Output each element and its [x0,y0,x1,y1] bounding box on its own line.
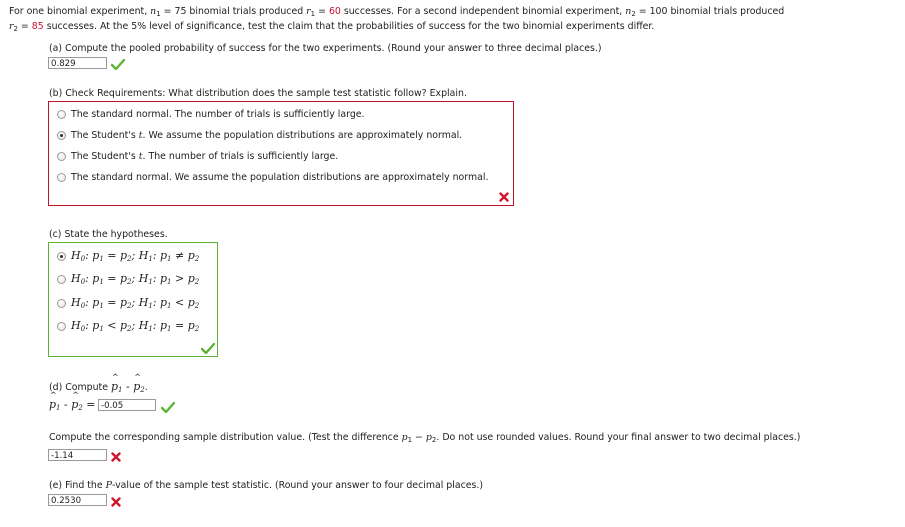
relation: = [107,272,117,285]
relation: > [175,272,185,285]
p-letter: p [187,296,195,309]
incorrect-x-icon [499,192,509,202]
h-letter: H [71,319,81,332]
sub: 2 [78,404,83,412]
p-letter: p [187,249,195,262]
n1-subscript: 1 [156,10,161,18]
p-letter: p [187,272,195,285]
part-d-followup-answer-field[interactable]: -1.14 [48,449,107,461]
followup-text: Compute the corresponding sample distribution value. (Test the difference [49,432,402,443]
r2-value: 85 [31,21,44,32]
sub: 2 [194,302,200,310]
correct-check-icon [111,59,125,70]
p-letter: p [120,296,128,309]
sub: 1 [99,325,104,333]
part-b-radio-2[interactable] [57,131,66,140]
sub: 2 [140,386,145,394]
sub: 2 [127,255,132,263]
part-b-question: (b) Check Requirements: What distribution does the sample test statistic follow? Explain. [49,88,467,99]
part-c-radio-3[interactable] [57,299,66,308]
sub: 0 [80,278,86,286]
relation: = [175,319,185,332]
option-text: The standard normal. The number of trials is sufficiently large. [71,109,365,120]
p-letter: p [425,432,432,443]
sub: 0 [80,325,86,333]
correct-check-icon [161,402,175,413]
part-b-radio-4[interactable] [57,173,66,182]
intro-text: For one binomial experiment, [9,6,148,17]
semicolon: ; [131,296,139,309]
sub: 1 [99,255,104,263]
part-a-question: (a) Compute the pooled probability of success for the two experiments. (Round your answer to three decimal places.) [49,43,602,54]
sub: 2 [127,325,132,333]
followup-text: . Do not use rounded values. Round your final answer to two decimal places.) [436,432,801,443]
p-hat-letter: p ^ [110,373,119,393]
colon: : [152,249,160,262]
p-letter: p [120,272,128,285]
n1-symbol: n [150,6,157,17]
p-hat-letter: p ^ [71,391,79,411]
equals: = [82,398,96,411]
h-letter: H [138,319,149,332]
sub: 1 [167,302,172,310]
sub: 2 [127,278,132,286]
p-letter: p [92,296,100,309]
n2-symbol: n [625,6,632,17]
relation: = [107,296,117,309]
sub: 2 [194,325,200,333]
part-c-radio-4[interactable] [57,322,66,331]
part-d-prefix: (d) Compute [49,382,111,393]
r2-equals: = [17,21,32,32]
sub: 1 [148,255,153,263]
option-text: The Student's [71,151,139,162]
part-b-radio-3[interactable] [57,152,66,161]
sub: 0 [80,302,86,310]
sub: 2 [194,255,200,263]
p-letter: p [159,272,168,285]
colon: : [152,296,160,309]
part-c-radio-1[interactable] [57,252,66,261]
r1-subscript: 1 [310,10,316,18]
semicolon: ; [131,272,139,285]
incorrect-x-icon [111,497,121,507]
part-b-radio-1[interactable] [57,110,66,119]
part-c-radio-2[interactable] [57,275,66,284]
part-d-followup-question: Compute the corresponding sample distribution value. (Test the difference $p_1 - p_2$. Do not use rounded values. Round your final answer to two decimal places.) [49,432,801,444]
hat-accent: ^ [72,391,79,400]
part-c-question: (c) State the hypotheses. [49,229,168,240]
hat-accent: ^ [50,391,57,400]
sub: 1 [407,436,413,444]
p-letter: p [401,432,408,443]
relation: ≠ [175,249,185,262]
t-symbol: t [138,130,143,141]
incorrect-x-icon [111,452,121,462]
colon: : [152,272,160,285]
p-letter: p [159,319,168,332]
p-letter: P [105,480,112,491]
intro-text-2: successes. For a second independent binomial experiment, [340,6,623,17]
n1-value: = 75 binomial trials produced [160,6,304,17]
h-letter: H [71,249,81,262]
p-letter: p [92,272,100,285]
intro-line-1 [9,6,784,18]
p-letter: p [92,249,100,262]
colon: : [85,249,93,262]
h-letter: H [138,272,149,285]
p-letter: p [92,319,100,332]
semicolon: ; [131,249,139,262]
colon: : [85,319,93,332]
option-text: The standard normal. We assume the population distributions are approximately normal. [71,172,489,183]
sub: 1 [148,302,153,310]
p-letter: p [187,319,195,332]
part-c-option-2[interactable] [71,272,199,286]
semicolon: ; [131,319,139,332]
sub: 1 [56,404,61,412]
h-letter: H [71,272,81,285]
part-c-option-1[interactable] [71,249,199,263]
part-e-answer-field[interactable]: 0.2530 [48,494,107,506]
p-letter: p [159,296,168,309]
hat-accent: ^ [111,373,119,382]
r1-symbol: r [306,6,311,17]
part-d-answer-field[interactable]: -0.05 [98,399,156,411]
sub: 1 [148,325,153,333]
sub: 1 [167,278,172,286]
part-c-option-4[interactable] [71,319,199,333]
correct-check-icon [201,343,215,354]
n2-value: = 100 binomial trials produced [635,6,785,17]
sub: 1 [118,386,123,394]
relation: < [175,296,185,309]
p-hat-letter: p ^ [133,373,141,393]
p-letter: p [120,249,128,262]
part-d-answer-label: p ^ $_1$ - p ^ $_2$ = [49,391,96,412]
r1-equals: = [315,6,329,17]
part-b-option-4[interactable] [71,172,488,183]
colon: : [152,319,160,332]
colon: : [85,296,93,309]
part-e-question [49,480,483,491]
sub: 2 [194,278,200,286]
t-symbol: t [138,151,143,162]
sub: 2 [431,436,437,444]
part-b-option-1[interactable] [71,109,365,120]
sub: 1 [148,278,153,286]
hat-accent: ^ [134,373,141,382]
part-c-option-3[interactable] [71,296,199,310]
part-e-text: -value of the sample test statistic. (Round your answer to four decimal places.) [111,480,484,491]
colon: : [85,272,93,285]
p-hat-letter: p ^ [49,391,57,411]
relation: = [107,249,117,262]
h-letter: H [138,249,149,262]
relation: < [107,319,117,332]
sub: 2 [127,302,132,310]
part-b-option-2[interactable] [71,130,462,141]
option-text: . The number of trials is sufficiently large. [142,151,339,162]
part-b-option-3[interactable] [71,151,338,162]
p-letter: p [159,249,168,262]
h-letter: H [138,296,149,309]
intro-text-3: successes. At the 5% level of significance, test the claim that the probabilities of success for the two binomial experiments differ. [43,21,655,32]
r2-symbol: r [9,21,14,32]
h-letter: H [71,296,81,309]
option-text: . We assume the population distributions are approximately normal. [142,130,463,141]
p-letter: p [120,319,128,332]
sub: 0 [80,255,86,263]
sub: 1 [99,302,104,310]
part-e-text: (e) Find the [49,480,106,491]
r2-subscript: 2 [13,25,18,33]
part-a-answer-field[interactable]: 0.829 [48,57,107,69]
part-d-question: (d) Compute p ^ $_1$ - p ^ $_2$. [49,373,148,394]
intro-line-2 [9,21,654,33]
option-text: The Student's [71,130,139,141]
sub: 1 [167,255,172,263]
sub: 1 [167,325,172,333]
n2-subscript: 2 [631,10,636,18]
sub: 1 [99,278,104,286]
r1-value: 60 [328,6,341,17]
